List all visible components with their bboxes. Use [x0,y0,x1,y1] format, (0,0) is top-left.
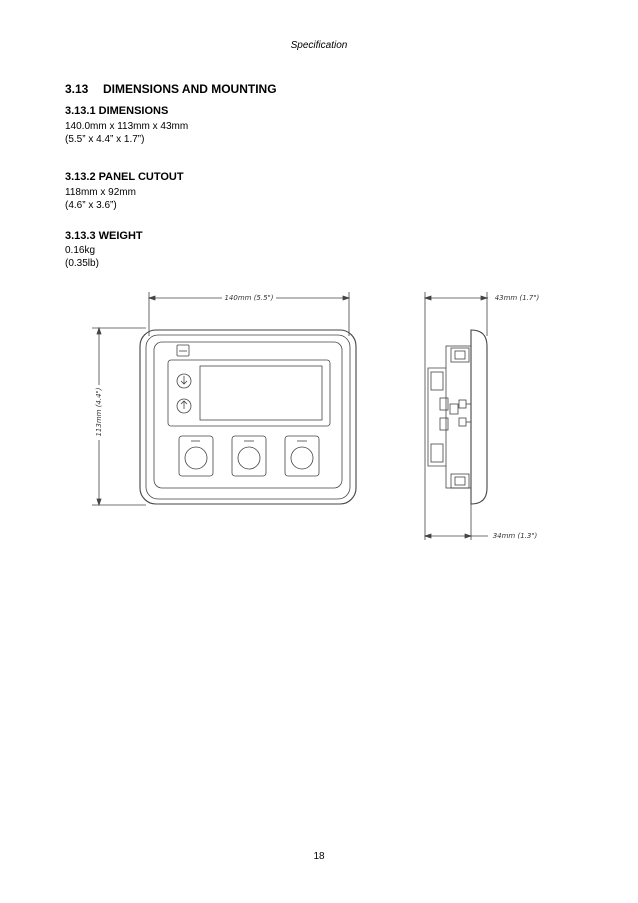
depth-dimension-label: 43mm (1.7") [494,294,540,302]
cutout-imperial: (4.6” x 3.6”) [65,200,117,211]
rear-depth-dimension-label: 34mm (1.3") [492,532,538,540]
height-dimension-label: 113mm (4.4") [95,387,103,437]
subsection-heading-dimensions: 3.13.1 DIMENSIONS [65,105,169,117]
page-header: Specification [290,40,348,51]
cutout-metric: 118mm x 92mm [65,187,136,198]
subsection-heading-panel-cutout: 3.13.2 PANEL CUTOUT [65,171,184,183]
weight-imperial: (0.35lb) [65,258,99,269]
weight-metric: 0.16kg [65,245,96,256]
section-title: DIMENSIONS AND MOUNTING [103,82,277,96]
subsection-heading-weight: 3.13.3 WEIGHT [65,230,143,242]
page-number: 18 [313,851,325,862]
dimensions-metric: 140.0mm x 113mm x 43mm [65,121,189,132]
width-dimension-label: 140mm (5.5") [224,294,274,302]
section-number: 3.13 [65,82,89,96]
dimensions-imperial: (5.5” x 4.4” x 1.7”) [65,134,145,145]
